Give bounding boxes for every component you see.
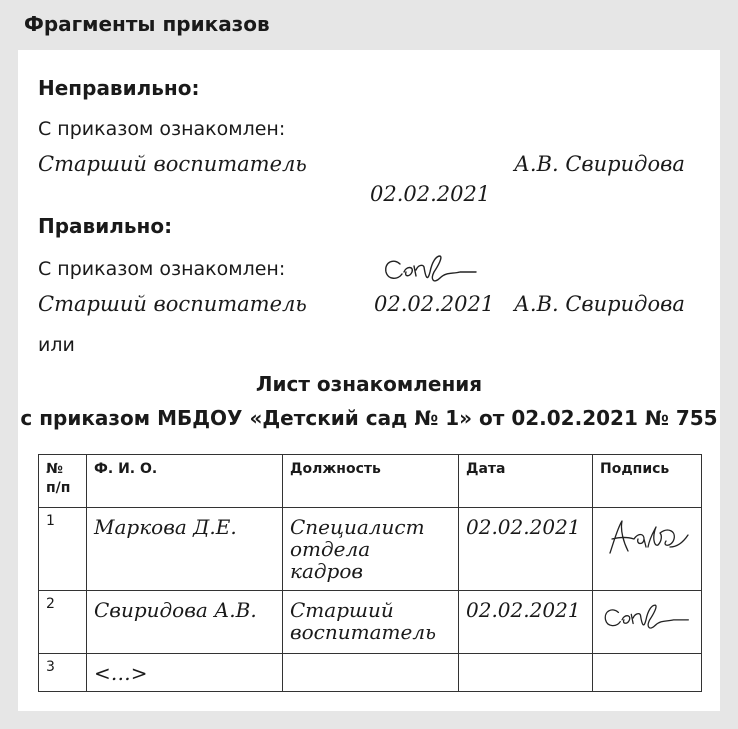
header-position: Должность bbox=[283, 455, 459, 508]
header-num-line1: № bbox=[46, 461, 63, 477]
sheet-title-line2: с приказом МБДОУ «Детский сад № 1» от 02.02.2021 № 755 bbox=[20, 406, 718, 430]
wrong-position: Старший воспитатель bbox=[38, 152, 307, 176]
row-position-line: кадров bbox=[290, 559, 364, 583]
right-position: Старший воспитатель bbox=[38, 292, 307, 316]
row-fio: Маркова Д.Е. bbox=[87, 508, 283, 591]
row-date bbox=[459, 654, 593, 692]
table-row bbox=[39, 508, 702, 591]
header-num-line2: п/п bbox=[46, 480, 71, 496]
row-num: 1 bbox=[39, 508, 87, 591]
row-position bbox=[283, 508, 459, 591]
right-heading: Правильно: bbox=[38, 214, 173, 238]
header-fio: Ф. И. О. bbox=[87, 455, 283, 508]
signature-image bbox=[600, 513, 692, 563]
acquaintance-table bbox=[38, 454, 702, 692]
row-date: 02.02.2021 bbox=[459, 591, 593, 654]
row-position bbox=[283, 654, 459, 692]
wrong-acquainted-line: С приказом ознакомлен: bbox=[38, 118, 286, 140]
row-signature bbox=[593, 654, 702, 692]
row-signature bbox=[593, 508, 702, 591]
header-signature: Подпись bbox=[593, 455, 702, 508]
row-position-line: воспитатель bbox=[290, 620, 436, 644]
header-num bbox=[39, 455, 87, 508]
table-header-row bbox=[39, 455, 702, 508]
page-header bbox=[0, 0, 738, 50]
row-fio: <…> bbox=[87, 654, 283, 692]
right-date: 02.02.2021 bbox=[374, 292, 495, 316]
table-row bbox=[39, 654, 702, 692]
row-date: 02.02.2021 bbox=[459, 508, 593, 591]
table-row bbox=[39, 591, 702, 654]
sheet-title-line1: Лист ознакомления bbox=[255, 372, 483, 396]
wrong-name: А.В. Свиридова bbox=[514, 152, 685, 176]
or-text: или bbox=[38, 334, 75, 356]
wrong-date: 02.02.2021 bbox=[370, 182, 491, 206]
row-position-line: Специалист bbox=[290, 515, 425, 539]
row-num: 3 bbox=[39, 654, 87, 692]
wrong-heading: Неправильно: bbox=[38, 76, 200, 100]
right-acquainted-line: С приказом ознакомлен: bbox=[38, 258, 286, 280]
row-num: 2 bbox=[39, 591, 87, 654]
row-signature bbox=[593, 591, 702, 654]
signature-image bbox=[380, 250, 480, 290]
row-position-line: отдела bbox=[290, 537, 371, 561]
row-fio: Свиридова А.В. bbox=[87, 591, 283, 654]
signature-image bbox=[600, 596, 692, 640]
header-date: Дата bbox=[459, 455, 593, 508]
content-panel bbox=[18, 50, 720, 711]
page-title: Фрагменты приказов bbox=[24, 12, 270, 36]
row-position bbox=[283, 591, 459, 654]
row-position-line: Старший bbox=[290, 598, 394, 622]
right-name: А.В. Свиридова bbox=[514, 292, 685, 316]
